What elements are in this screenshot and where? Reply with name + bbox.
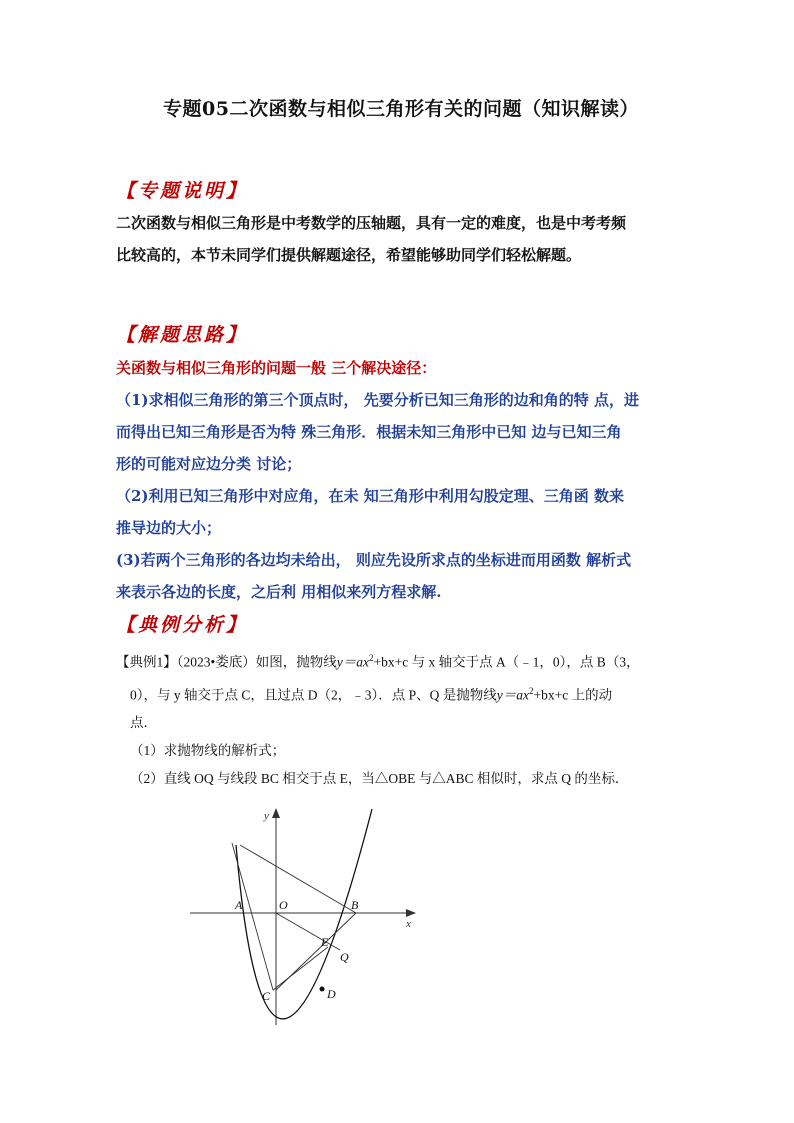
approach-line: （1)求相似三角形的第三个顶点时， 先要分析已知三角形的边和角的特 点，进 xyxy=(116,391,639,409)
parabola-curve xyxy=(236,809,372,1019)
label-y: y xyxy=(264,810,269,822)
line-through-a-and-c xyxy=(232,843,273,990)
line-ce xyxy=(273,947,328,990)
label-o: O xyxy=(279,898,288,912)
section-heading-approach: 【解题思路】 xyxy=(116,324,249,346)
example-label: 【典例1】 xyxy=(116,654,177,670)
section-heading-examples: 【典例分析】 xyxy=(116,614,249,636)
example-line: 点． xyxy=(130,715,157,730)
approach-line: 而得出已知三角形是否为特 殊三角形．根据未知三角形中已知 边与已知三角 xyxy=(116,423,622,441)
parabola-figure xyxy=(180,805,430,1030)
y-axis-arrow xyxy=(272,808,280,818)
page-title: 专题05二次函数与相似三角形有关的问题（知识解读） xyxy=(163,98,639,120)
label-c: C xyxy=(262,989,271,1003)
section-heading-description: 【专题说明】 xyxy=(116,180,249,202)
question-1: （1）求抛物线的解析式； xyxy=(130,743,286,758)
approach-paragraph xyxy=(116,352,686,608)
approach-line: (3)若两个三角形的各边均未给出， 则应先设所求点的坐标进而用函数 解析式 xyxy=(116,551,632,569)
label-b: B xyxy=(351,898,359,912)
example-block xyxy=(116,644,696,793)
description-line: 比较高的，本节未同学们提供解题途径，希望能够助同学们轻松解题。 xyxy=(116,246,582,264)
approach-line: 来表示各边的长度，之后利 用相似来列方程求解. xyxy=(116,583,442,601)
line-bc xyxy=(240,845,356,913)
approach-line: 形的可能对应边分类 讨论； xyxy=(116,455,302,473)
example-line: 0），与 y 轴交于点 C，且过点 D（2，﹣3）．点 P、Q 是抛物线$y=ax^2+bx+c$ 上的动 xyxy=(130,685,613,702)
approach-intro: 关函数与相似三角形的问题一般 三个解决途径： xyxy=(116,359,437,377)
question-2: （2）直线 OQ 与线段 BC 相交于点 E，当△OBE 与△ABC 相似时，求点 Q 的坐标． xyxy=(130,771,629,786)
label-x: x xyxy=(406,918,411,930)
example-line: 【典例1】（2023•娄底）如图，抛物线$y=ax^2+bx+c$ 与 x 轴交于点 A（﹣1，0），点 B（3， xyxy=(116,653,640,670)
description-paragraph xyxy=(116,207,686,271)
label-q: Q xyxy=(340,950,349,964)
point-d xyxy=(320,987,325,992)
label-d: D xyxy=(327,987,336,1001)
x-axis-arrow xyxy=(406,909,416,917)
approach-line: （2)利用已知三角形中对应角，在未 知三角形中利用勾股定理、三角函 数来 xyxy=(116,487,624,505)
example-source: （2023•娄底） xyxy=(176,654,256,670)
approach-line: 推导边的大小； xyxy=(116,519,222,537)
label-e: E xyxy=(321,935,329,949)
line-oq xyxy=(276,913,340,950)
label-a: A xyxy=(235,898,243,912)
description-line: 二次函数与相似三角形是中考数学的压轴题，具有一定的难度，也是中考考频 xyxy=(116,214,627,232)
